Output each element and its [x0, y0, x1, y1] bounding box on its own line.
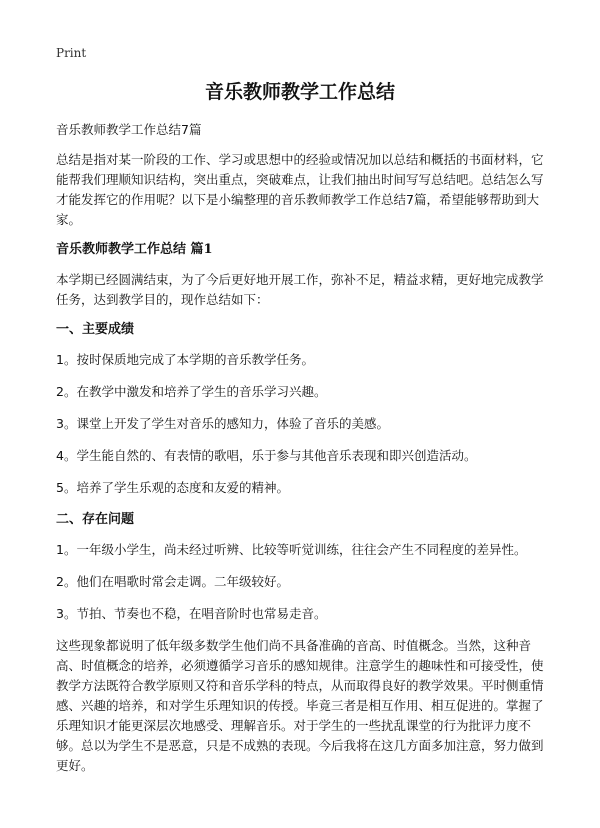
page-title: 音乐教师教学工作总结	[204, 81, 395, 103]
achievement-item: 5。培养了学生乐观的态度和友爱的精神。	[56, 480, 289, 495]
achievement-item: 3。课堂上开发了学生对音乐的感知力，体验了音乐的美感。	[56, 416, 389, 431]
closing-paragraph: 这些现象都说明了低年级多数学生他们尚不具备准确的音高、时值概念。当然，这种音高、时值概念的培养，必须遵循学习音乐的感知规律。注意学生的趣味性和可接受性，使教学方法既符合教学原则又符和音乐学科的特点，从而取得良好的教学效果。平时侧重情感、兴趣的培养，和对学生乐理知识的传授。毕竟三者是相互作用、相互促进的。掌握了乐理知识才能更深层次地感受、理解音乐。对于学生的一些扰乱课堂的行为批评力度不够。总以为学生不是恶意，只是不成熟的表现。今后我将在这几方面多加注意，努力做到更好。	[56, 638, 544, 773]
problems-heading: 二、存在问题	[56, 512, 135, 527]
problem-item: 2。他们在唱歌时常会走调。二年级较好。	[56, 574, 289, 589]
section-intro-paragraph: 本学期已经圆满结束，为了今后更好地开展工作，弥补不足，精益求精，更好地完成教学任务，达到教学目的，现作总结如下：	[56, 272, 544, 307]
problems-list	[56, 540, 548, 624]
section-heading: 音乐教师教学工作总结 篇1	[56, 242, 213, 257]
achievement-item: 2。在教学中激发和培养了学生的音乐学习兴趣。	[56, 384, 327, 399]
problem-item: 1。一年级小学生，尚未经过听辨、比较等听觉训练，往往会产生不同程度的差异性。	[56, 542, 527, 557]
achievement-item: 4。学生能自然的、有表情的歌唱，乐于参与其他音乐表现和即兴创造活动。	[56, 448, 477, 463]
document-content	[56, 120, 548, 786]
achievements-heading: 一、主要成绩	[56, 322, 135, 337]
document-subtitle: 音乐教师教学工作总结7篇	[56, 122, 202, 137]
problem-item: 3。节拍、节奏也不稳，在唱音阶时也常易走音。	[56, 606, 327, 621]
print-link[interactable]: Print	[56, 46, 87, 60]
achievements-list	[56, 350, 548, 498]
intro-paragraph: 总结是指对某一阶段的工作、学习或思想中的经验或情况加以总结和概括的书面材料，它能帮我们理顺知识结构，突出重点，突破难点，让我们抽出时间写写总结吧。总结怎么写才能发挥它的作用呢？以下是小编整理的音乐教师教学工作总结7篇，希望能够帮助到大家。	[56, 152, 544, 227]
achievement-item: 1。按时保质地完成了本学期的音乐教学任务。	[56, 352, 314, 367]
